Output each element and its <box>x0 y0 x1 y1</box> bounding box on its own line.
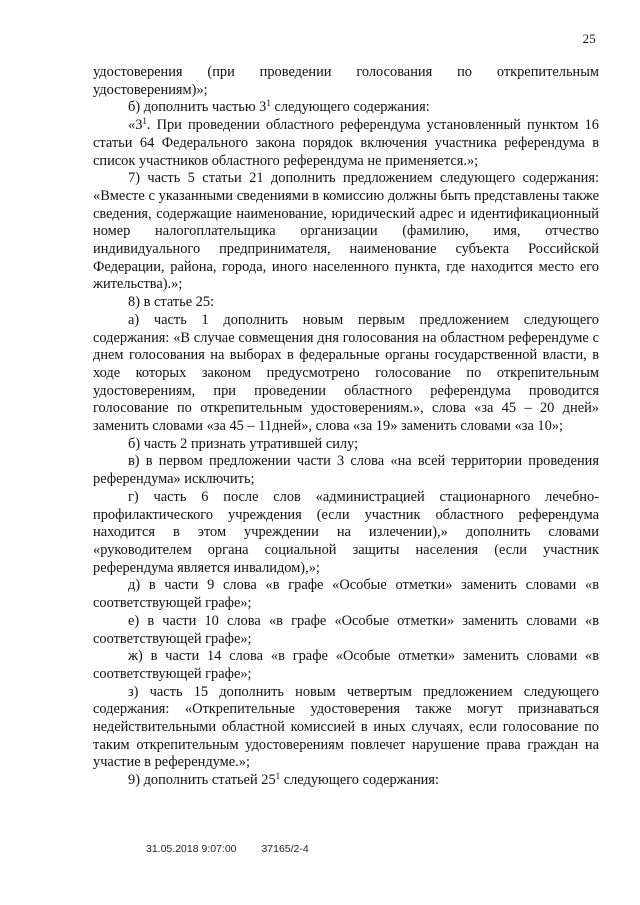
paragraph <box>93 312 599 436</box>
paragraph-text-continued: следующего содержания: <box>270 99 430 116</box>
print-datetime: 31.05.2018 9:07:00 <box>146 843 237 855</box>
paragraph-text: е) в части 10 слова «в графе «Особые отметки» заменить словами «в соответствующей графе»; <box>93 612 599 647</box>
paragraph-text: з) часть 15 дополнить новым четвертым предложением следующего содержания: «Открепительные удостоверения также могут признаваться недействительными областной комиссией в иных случаях, если голосование по таким открепительным удостоверениям повлечет нарушение права граждан на участие в референдуме.»; <box>93 683 599 771</box>
paragraph <box>93 117 599 170</box>
paragraph-text: б) дополнить частью 3 <box>128 99 267 116</box>
document-body <box>93 64 599 790</box>
paragraph-text: 7) часть 5 статьи 21 дополнить предложением следующего содержания: «Вместе с указанными сведениями в комиссию должны быть представлены также сведения, содержащие наименование, юридический адрес и идентификационный номер налогоплательщика организации (фамилию, имя, отчество индивидуального предпринимателя, наименование субъекта Российской Федерации, района, города, иного населенного пункта, где находится место его жительства).»; <box>93 170 599 293</box>
paragraph-text: 8) в статье 25: <box>128 294 215 311</box>
paragraph-text: д) в части 9 слова «в графе «Особые отметки» заменить словами «в соответствующей графе»; <box>93 577 599 612</box>
paragraph-text: г) часть 6 после слов «администрацией стационарного лечебно-профилактического учреждения (если участник областного референдума находится в этом учреждении на излечении),» дополнить словами «руководителем органа социальной защиты населения (если участник референдума является инвалидом),»; <box>93 488 599 576</box>
document-code: 37165/2-4 <box>261 843 309 855</box>
paragraph <box>93 489 599 578</box>
paragraph <box>93 436 599 454</box>
superscript-number: 1 <box>275 771 281 782</box>
paragraph <box>93 772 599 790</box>
paragraph-text: удостоверения (при проведении голосования по открепительным удостоверениям)»; <box>93 64 599 98</box>
superscript-number: 1 <box>142 116 147 127</box>
paragraph <box>93 453 599 488</box>
paragraph-text-continued: . При проведении областного референдума установленный пунктом 16 статьи 64 Федерального закона порядок включения участника референдума в список участников областного референдума не применяется.»; <box>93 117 599 169</box>
paragraph-text: в) в первом предложении части 3 слова «на всей территории проведения референдума» исключить; <box>93 453 599 488</box>
paragraph <box>93 613 599 648</box>
paragraph <box>93 684 599 773</box>
paragraph <box>93 648 599 683</box>
paragraph <box>93 99 599 117</box>
paragraph-text: 9) дополнить статьей 25 <box>128 772 276 789</box>
paragraph <box>93 577 599 612</box>
paragraph-text: ж) в части 14 слова «в графе «Особые отметки» заменить словами «в соответствующей графе»; <box>93 648 599 682</box>
superscript-number: 1 <box>266 98 271 109</box>
paragraph-text-continued: следующего содержания: <box>280 772 439 789</box>
paragraph <box>93 170 599 294</box>
paragraph-text: а) часть 1 дополнить новым первым предложением следующего содержания: «В случае совмещения дня голосования на областном референдуме с днем голосования на выборах в федеральные органы государственной власти, в ходе которых законом предусмотрено голосование по открепительным удостоверениям, при проведении областного референдума проводится голосование по открепительным удостоверениям.», слова «за 45 – 20 дней» заменить словами «за 45 – 11дней», слова «за 19» заменить словами «за 10»; <box>93 311 599 435</box>
paragraph <box>93 64 599 99</box>
paragraph-text: б) часть 2 признать утратившей силу; <box>128 435 359 452</box>
paragraph-text: «3 <box>128 117 143 134</box>
page-number: 25 <box>582 31 596 46</box>
document-footer <box>146 843 309 855</box>
paragraph <box>93 294 599 312</box>
